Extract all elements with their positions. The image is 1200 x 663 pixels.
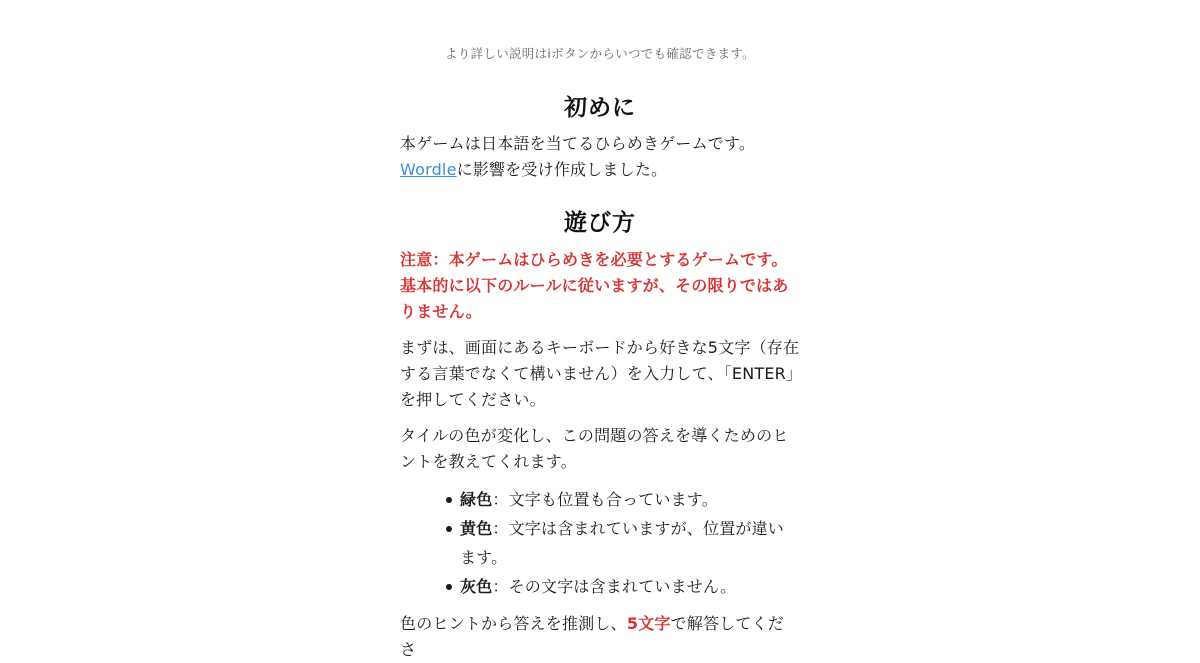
warning-text: 注意：本ゲームはひらめきを必要とするゲームです。基本的に以下のルールに従いますが、その限りではありません。 [400,250,789,321]
step2-paragraph: タイルの色が変化し、この問題の答えを導くためのヒントを教えてくれます。 [400,426,789,471]
color-desc: ：文字は含まれていますが、位置が違います。 [460,519,785,567]
help-content [400,0,800,663]
color-term: 緑色 [460,490,493,509]
color-hint-gray [460,572,800,601]
intro-text: 本ゲームは日本語を当てるひらめきゲームです。 [400,134,756,153]
color-hint-yellow [460,514,800,572]
color-hint-green [460,485,800,514]
step1-paragraph: まずは、画面にあるキーボードから好きな5文字（存在する言葉でなくて構いません）を入力して、「ENTER」を押してください。 [400,338,800,409]
wordle-link[interactable]: Wordle [400,160,457,179]
help-note: より詳しい説明はiボタンからいつでも確認できます。 [445,46,755,61]
color-hint-list [400,485,800,601]
intro-text-continued: に影響を受け作成しました。 [456,160,668,179]
step3-text: 色のヒントから答えを推測し、 [400,614,627,633]
step3-text-continued: で解答してくださ [400,614,784,659]
intro-heading: 初めに [564,95,636,121]
color-term: 黄色 [460,519,493,538]
color-desc: ：その文字は含まれていません。 [492,577,737,596]
color-desc: ：文字も位置も合っています。 [492,490,718,509]
step3-paragraph [400,611,800,663]
intro-paragraph [400,131,800,183]
five-letters-emphasis: 5文字 [626,614,671,633]
color-term: 灰色 [460,577,493,596]
howto-heading: 遊び方 [564,210,636,236]
